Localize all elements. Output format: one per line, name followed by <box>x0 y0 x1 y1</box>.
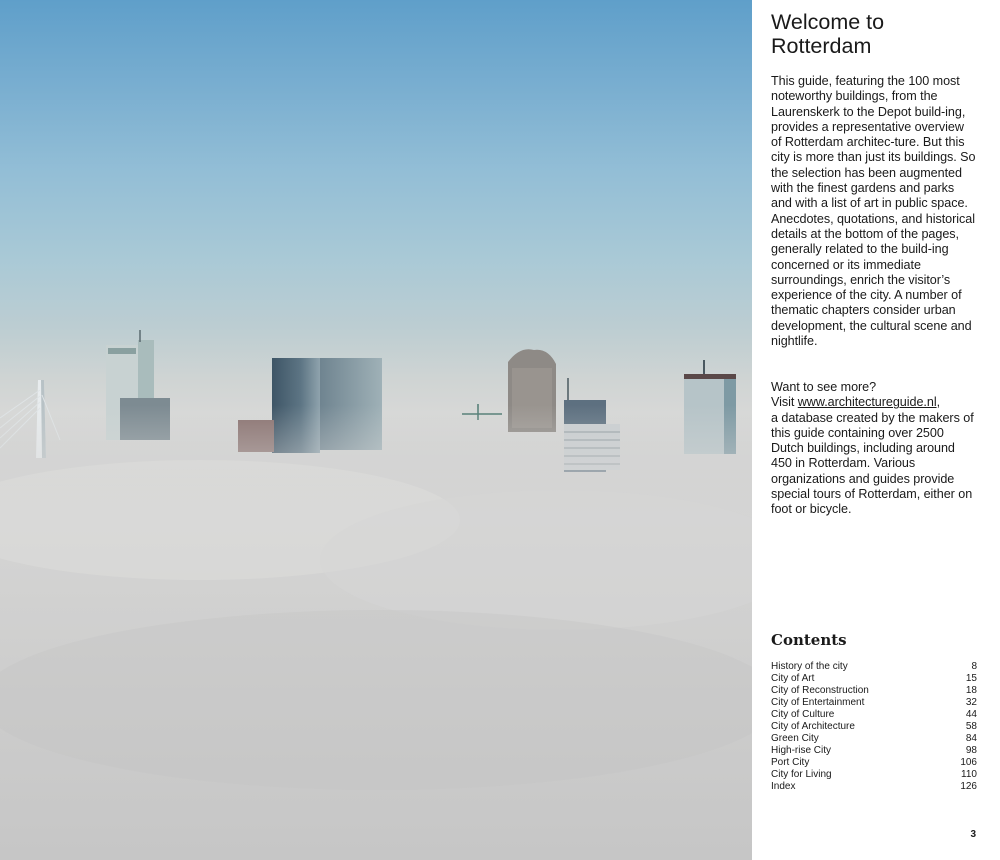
toc-label: City for Living <box>771 769 832 780</box>
more-body: a database created by the makers of this guide containing over 2500 Dutch buildings, including around 450 in Rotterdam. Various organizations and guides provide special tours of Rotterdam, either on foot or bicycle. <box>771 410 974 517</box>
page-number: 3 <box>970 829 976 840</box>
toc-label: City of Architecture <box>771 721 855 732</box>
more-heading: Want to see more? <box>771 380 877 394</box>
comma-text: , <box>936 395 941 410</box>
toc-page: 44 <box>965 709 977 720</box>
toc-page: 58 <box>965 721 977 732</box>
toc-item[interactable] <box>771 673 977 685</box>
toc-page: 106 <box>960 757 977 768</box>
table-of-contents <box>771 661 977 793</box>
toc-label: City of Reconstruction <box>771 685 869 696</box>
toc-item[interactable] <box>771 769 977 781</box>
intro-paragraph: This guide, featuring the 100 most noteworthy buildings, from the Laurenskerk to the Depot build-ing, provides a representative overview of Rotterdam architec-ture. But this city is more than just its buildings. So the selection has been augmented with the finest gardens and parks and with a list of art in public space. Anecdotes, quotations, and historical details at the bottom of the pages, generally related to the build-ing concerned or its immediate surroundings, enrich the visitor’s experience of the city. A number of thematic chapters consider urban development, the cultural scene and nightlife. <box>771 74 976 349</box>
toc-page: 8 <box>971 661 977 672</box>
toc-item[interactable] <box>771 733 977 745</box>
toc-item[interactable] <box>771 697 977 709</box>
toc-item[interactable] <box>771 661 977 673</box>
toc-item[interactable] <box>771 781 977 793</box>
toc-label: City of Entertainment <box>771 697 865 708</box>
toc-label: City of Culture <box>771 709 835 720</box>
toc-item[interactable] <box>771 757 977 769</box>
toc-label: History of the city <box>771 661 848 672</box>
toc-label: City of Art <box>771 673 815 684</box>
toc-page: 15 <box>965 673 977 684</box>
toc-label: Green City <box>771 733 819 744</box>
toc-page: 32 <box>965 697 977 708</box>
text-column <box>771 0 977 860</box>
page-title: Welcome to Rotterdam <box>771 10 885 58</box>
website-link[interactable]: www.architectureguide.nl <box>797 395 937 410</box>
toc-label: Port City <box>771 757 810 768</box>
contents-heading: Contents <box>771 631 847 649</box>
more-paragraph <box>771 380 977 518</box>
toc-label: High-rise City <box>771 745 832 756</box>
toc-item[interactable] <box>771 721 977 733</box>
toc-page: 126 <box>960 781 977 792</box>
toc-page: 110 <box>961 769 977 780</box>
toc-item[interactable] <box>771 745 977 757</box>
toc-label: Index <box>771 781 796 792</box>
toc-page: 18 <box>965 685 977 696</box>
toc-item[interactable] <box>771 709 977 721</box>
visit-text: Visit <box>771 395 798 410</box>
toc-page: 84 <box>965 733 977 744</box>
toc-item[interactable] <box>771 685 977 697</box>
toc-page: 98 <box>965 745 977 756</box>
